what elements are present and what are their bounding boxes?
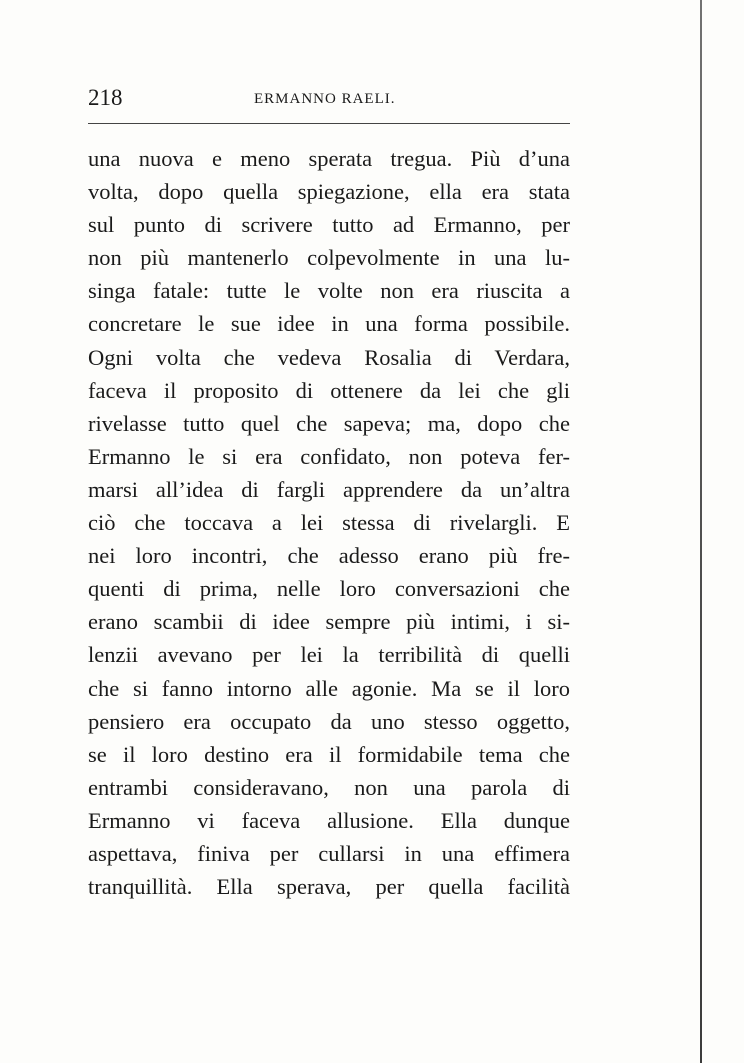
text-line: faceva il proposito di ottenere da lei che gli xyxy=(88,377,570,403)
text-line: sul punto di scrivere tutto ad Ermanno, per xyxy=(88,212,570,238)
text-line: tranquillità. Ella sperava, per quella facilità xyxy=(88,874,570,900)
text-line: pensiero era occupato da uno stesso oggetto, xyxy=(88,708,570,734)
text-line: singa fatale: tutte le volte non era riuscita a xyxy=(88,278,570,304)
text-line: aspettava, finiva per cullarsi in una effimera xyxy=(88,840,570,866)
page-number: 218 xyxy=(88,85,123,110)
text-line: che si fanno intorno alle agonie. Ma se il loro xyxy=(88,675,570,701)
text-line: rivelasse tutto quel che sapeva; ma, dopo che xyxy=(88,410,570,436)
text-line: Ermanno vi faceva allusione. Ella dunque xyxy=(88,807,570,833)
text-line: quenti di prima, nelle loro conversazioni che xyxy=(88,576,570,602)
text-line: una nuova e meno sperata tregua. Più d’una xyxy=(88,146,570,171)
text-line: ciò che toccava a lei stessa di rivelargli. E xyxy=(88,510,570,536)
page-edge-line xyxy=(700,0,702,1063)
text-line: marsi all’idea di fargli apprendere da un’altra xyxy=(88,476,570,502)
text-line: Ermanno le si era confidato, non poteva fer- xyxy=(88,443,570,469)
text-line: volta, dopo quella spiegazione, ella era stata xyxy=(88,179,570,205)
text-line: se il loro destino era il formidabile tema che xyxy=(88,741,570,767)
text-line: entrambi consideravano, non una parola di xyxy=(88,774,570,800)
text-line: Ogni volta che vedeva Rosalia di Verdara, xyxy=(88,344,570,370)
text-line: concretare le sue idee in una forma possibile. xyxy=(88,311,570,337)
text-line: non più mantenerlo colpevolmente in una lu- xyxy=(88,245,570,271)
text-line: lenzii avevano per lei la terribilità di quelli xyxy=(88,642,570,668)
page-header xyxy=(88,84,570,114)
body-text xyxy=(88,142,570,903)
text-line: erano scambii di idee sempre più intimi, i si- xyxy=(88,609,570,635)
header-rule xyxy=(88,123,570,124)
text-line: nei loro incontri, che adesso erano più fre- xyxy=(88,543,570,569)
running-title: ERMANNO RAELI. xyxy=(254,91,396,107)
